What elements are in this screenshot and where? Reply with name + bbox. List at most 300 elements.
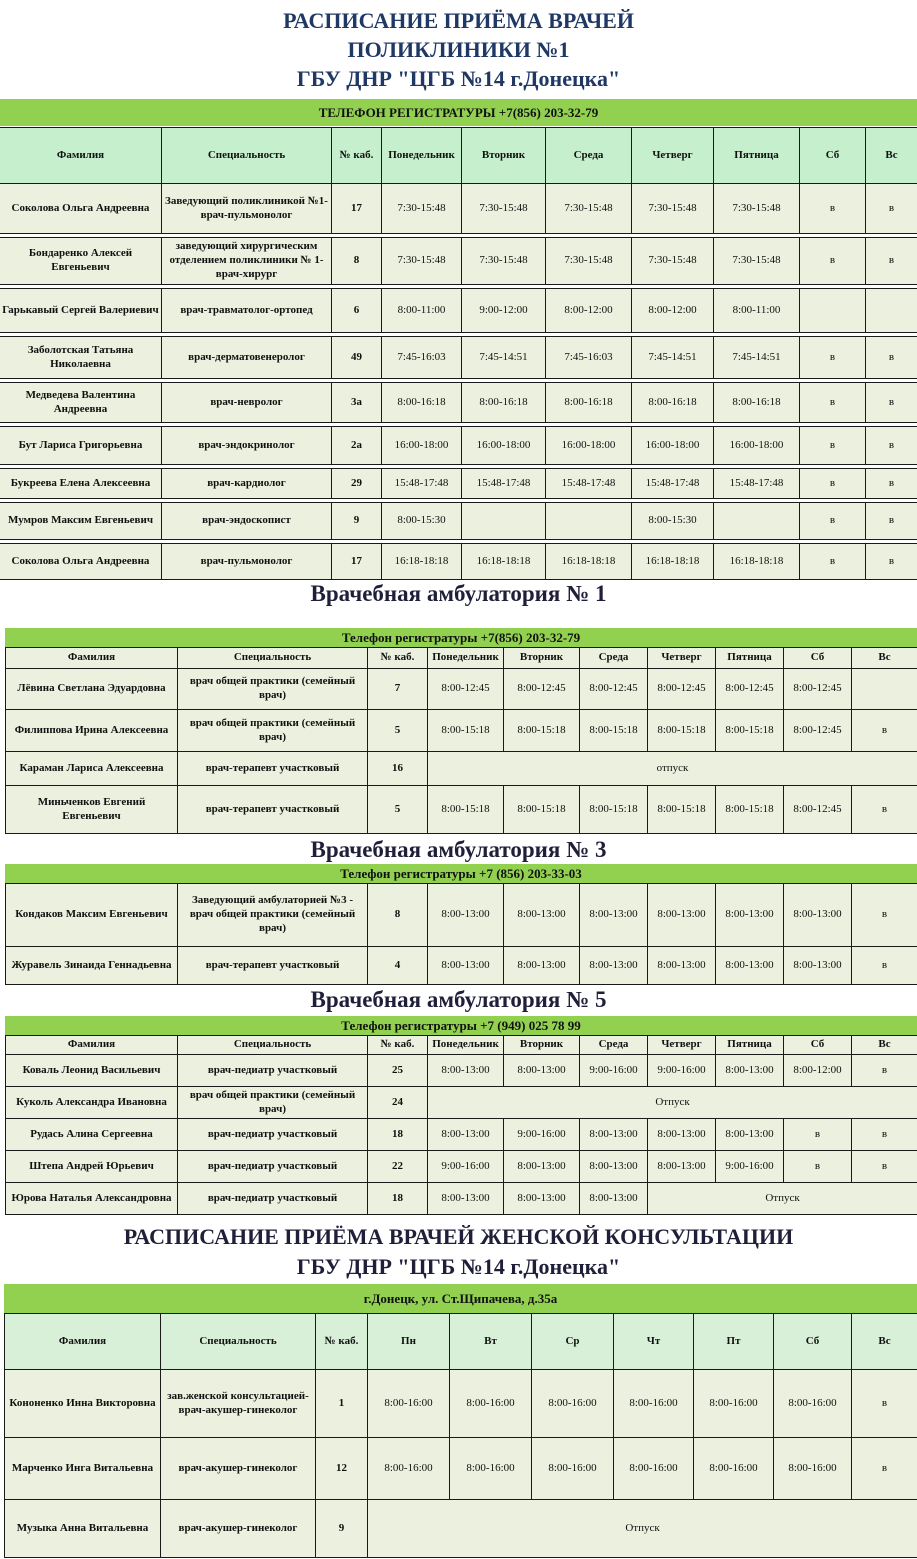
schedule-cell: 8:00-12:45 [580,669,648,710]
room-number: 18 [368,1183,428,1215]
doctor-name: Журавель Зинаида Геннадьевна [6,947,178,985]
schedule-cell: 8:00-15:18 [504,710,580,752]
table-row [0,337,917,379]
doctor-name: Юрова Наталья Александровна [6,1183,178,1215]
schedule-cell [852,669,917,710]
schedule-cell [866,289,917,333]
schedule-cell: 8:00-13:00 [428,1183,504,1215]
schedule-cell: 8:00-12:00 [546,289,632,333]
col-day: Вс [852,648,917,669]
col-name: Фамилия [0,128,162,184]
schedule-cell: 7:30-15:48 [546,184,632,234]
womens-schedule-table [4,1313,917,1558]
specialty: Заведующий поликлиникой №1-врач-пульмонолог [162,184,332,234]
schedule-cell: в [852,1438,917,1500]
room-number: 8 [332,238,382,285]
table-row [6,1087,917,1119]
room-number: 17 [332,184,382,234]
room-number: 29 [332,469,382,499]
schedule-cell: в [852,786,917,834]
col-day: Ср [532,1314,614,1370]
schedule-cell: 8:00-13:00 [580,1151,648,1183]
schedule-cell: в [866,383,917,423]
table-header-row [6,648,917,669]
schedule-cell: в [866,427,917,465]
schedule-cell: 15:48-17:48 [632,469,714,499]
schedule-cell: в [800,503,866,540]
schedule-cell: 7:30-15:48 [382,238,462,285]
schedule-cell: 15:48-17:48 [546,469,632,499]
schedule-cell: 8:00-13:00 [716,884,784,947]
col-day: Вс [866,128,917,184]
specialty: врач-терапевт участковый [178,786,368,834]
table-row [5,1370,917,1438]
schedule-cell: 9:00-16:00 [716,1151,784,1183]
schedule-cell: в [852,1119,917,1151]
col-day: Вторник [504,1036,580,1055]
schedule-cell: 7:30-15:48 [632,184,714,234]
amb3-phone-banner: Телефон регистратуры +7 (856) 203-33-03 [5,864,917,883]
schedule-cell: 8:00-13:00 [580,884,648,947]
col-day: Пятница [714,128,800,184]
schedule-cell: 8:00-15:18 [716,710,784,752]
col-day: Вт [450,1314,532,1370]
col-day: Среда [546,128,632,184]
schedule-cell: 16:00-18:00 [462,427,546,465]
schedule-cell: 15:48-17:48 [382,469,462,499]
col-room: № каб. [332,128,382,184]
schedule-cell: 8:00-16:00 [450,1370,532,1438]
col-day: Сб [784,648,852,669]
schedule-cell: 8:00-13:00 [428,1119,504,1151]
title-line: ГБУ ДНР "ЦГБ №14 г.Донецка" [296,66,621,91]
womens-rows [5,1370,917,1558]
room-number: 9 [316,1500,368,1558]
schedule-cell: 7:45-16:03 [382,337,462,379]
schedule-cell: 8:00-15:18 [648,786,716,834]
room-number: 22 [368,1151,428,1183]
schedule-cell: 8:00-13:00 [716,1055,784,1087]
schedule-cell: в [800,427,866,465]
schedule-cell: 7:45-14:51 [632,337,714,379]
schedule-cell: 15:48-17:48 [462,469,546,499]
schedule-cell [714,503,800,540]
specialty: врач общей практики (семейный врач) [178,710,368,752]
schedule-cell: 8:00-13:00 [504,1151,580,1183]
col-day: Пятница [716,648,784,669]
schedule-cell: 8:00-15:18 [580,786,648,834]
table-row [6,752,917,786]
col-day: Понедельник [428,648,504,669]
col-day: Четверг [648,648,716,669]
col-day: Вторник [504,648,580,669]
specialty: врач общей практики (семейный врач) [178,669,368,710]
amb3-schedule-table [5,883,917,985]
schedule-cell: 8:00-16:18 [714,383,800,423]
doctor-name: Филиппова Ирина Алексеевна [6,710,178,752]
schedule-cell: 7:30-15:48 [462,184,546,234]
schedule-cell: в [784,1151,852,1183]
room-number: 8 [368,884,428,947]
room-number: 3а [332,383,382,423]
schedule-cell: 8:00-15:18 [580,710,648,752]
schedule-cell: 8:00-13:00 [428,884,504,947]
schedule-cell: 9:00-16:00 [580,1055,648,1087]
amb3-title: Врачебная амбулатория № 3 [310,837,607,862]
table-header-row [6,1036,917,1055]
schedule-cell: 8:00-16:18 [382,383,462,423]
col-day: Пт [694,1314,774,1370]
col-day: Вторник [462,128,546,184]
schedule-cell: 8:00-13:00 [428,1055,504,1087]
table-row [0,184,917,234]
schedule-cell: 16:00-18:00 [382,427,462,465]
doctor-name: Кононенко Инна Викторовна [5,1370,161,1438]
title-line: РАСПИСАНИЕ ПРИЁМА ВРАЧЕЙ ЖЕНСКОЙ КОНСУЛЬТАЦИИ [123,1224,794,1249]
schedule-cell: 8:00-13:00 [648,1151,716,1183]
specialty: врач общей практики (семейный врач) [178,1087,368,1119]
schedule-cell: в [852,947,917,985]
col-day: Вс [852,1314,917,1370]
room-number: 2а [332,427,382,465]
col-day: Четверг [632,128,714,184]
schedule-cell: 9:00-16:00 [504,1119,580,1151]
doctor-name: Музыка Анна Витальевна [5,1500,161,1558]
title-line: ПОЛИКЛИНИКИ №1 [347,37,570,62]
room-number: 1 [316,1370,368,1438]
schedule-cell: 16:18-18:18 [546,544,632,580]
schedule-cell: в [866,337,917,379]
schedule-cell: 8:00-13:00 [580,1119,648,1151]
specialty: врач-педиатр участковый [178,1119,368,1151]
col-day: Понедельник [428,1036,504,1055]
table-row [0,427,917,465]
doctor-name: Заболотская Татьяна Николаевна [0,337,162,379]
table-row [0,503,917,540]
schedule-cell: в [866,503,917,540]
table-header-row [5,1314,917,1370]
col-day: Сб [774,1314,852,1370]
room-number: 9 [332,503,382,540]
col-room: № каб. [368,648,428,669]
table-row [6,1151,917,1183]
specialty: заведующий хирургическим отделением поликлиники № 1-врач-хирург [162,238,332,285]
schedule-cell [462,503,546,540]
doctor-name: Бут Лариса Григорьевна [0,427,162,465]
schedule-cell: 8:00-15:30 [382,503,462,540]
col-day: Сб [784,1036,852,1055]
specialty: зав.женской консультацией-врач-акушер-гинеколог [161,1370,316,1438]
schedule-cell: 9:00-16:00 [648,1055,716,1087]
table-row [0,544,917,580]
room-number: 49 [332,337,382,379]
specialty: врач-педиатр участковый [178,1183,368,1215]
schedule-cell: 16:18-18:18 [382,544,462,580]
schedule-cell: 16:18-18:18 [714,544,800,580]
schedule-cell: 8:00-13:00 [504,884,580,947]
doctor-name: Соколова Ольга Андреевна [0,184,162,234]
schedule-cell: 8:00-16:00 [774,1370,852,1438]
schedule-cell: 8:00-15:18 [504,786,580,834]
schedule-cell: 8:00-12:45 [784,786,852,834]
amb5-phone-banner: Телефон регистратуры +7 (949) 025 78 99 [5,1016,917,1035]
schedule-cell: 16:00-18:00 [714,427,800,465]
schedule-cell: 8:00-16:00 [450,1438,532,1500]
specialty: врач-педиатр участковый [178,1055,368,1087]
table-row [0,289,917,333]
table-row [6,669,917,710]
doctor-name: Коваль Леонид Васильевич [6,1055,178,1087]
schedule-cell: 8:00-12:45 [648,669,716,710]
schedule-cell: 7:30-15:48 [632,238,714,285]
col-name: Фамилия [6,1036,178,1055]
schedule-cell: 8:00-12:45 [504,669,580,710]
doctor-name: Мумров Максим Евгеньевич [0,503,162,540]
schedule-cell: 7:45-16:03 [546,337,632,379]
schedule-cell: 9:00-16:00 [428,1151,504,1183]
schedule-cell: в [800,544,866,580]
doctor-name: Рудась Алина Сергеевна [6,1119,178,1151]
schedule-cell: в [852,710,917,752]
schedule-cell: 16:18-18:18 [462,544,546,580]
schedule-cell: 8:00-16:00 [694,1370,774,1438]
schedule-cell: 8:00-13:00 [716,1119,784,1151]
schedule-cell: 8:00-13:00 [784,947,852,985]
schedule-cell: в [800,469,866,499]
specialty: врач-терапевт участковый [178,947,368,985]
schedule-cell: 8:00-11:00 [714,289,800,333]
schedule-cell: 9:00-12:00 [462,289,546,333]
schedule-cell: 8:00-15:18 [428,710,504,752]
schedule-cell: 7:45-14:51 [462,337,546,379]
table-row [6,786,917,834]
schedule-cell: 8:00-16:00 [368,1370,450,1438]
doctor-name: Миньченков Евгений Евгеньевич [6,786,178,834]
col-day: Сб [800,128,866,184]
schedule-cell: 8:00-16:18 [632,383,714,423]
vacation-note: Отпуск [648,1183,917,1215]
amb1-title: Врачебная амбулатория № 1 [310,581,607,606]
doctor-name: Гарькавый Сергей Валериевич [0,289,162,333]
amb1-schedule-table [5,647,917,834]
specialty: Заведующий амбулаторией №3 - врач общей практики (семейный врач) [178,884,368,947]
schedule-cell: 8:00-15:18 [428,786,504,834]
amb1-phone-banner: Телефон регистратуры +7(856) 203-32-79 [5,628,917,647]
doctor-name: Соколова Ольга Андреевна [0,544,162,580]
schedule-cell: 8:00-13:00 [648,947,716,985]
col-specialty: Специальность [161,1314,316,1370]
schedule-cell: 8:00-12:45 [716,669,784,710]
col-day: Среда [580,648,648,669]
womens-title [0,1222,917,1282]
table-row [5,1438,917,1500]
title-line: ГБУ ДНР "ЦГБ №14 г.Донецка" [296,1254,621,1279]
schedule-cell: 7:30-15:48 [714,238,800,285]
schedule-cell: в [866,544,917,580]
polyclinic-schedule-table [0,127,917,580]
schedule-cell: 8:00-13:00 [580,1183,648,1215]
schedule-cell: в [784,1119,852,1151]
table-row [0,238,917,285]
col-day: Среда [580,1036,648,1055]
schedule-cell [546,503,632,540]
schedule-cell: в [800,383,866,423]
schedule-cell: в [866,469,917,499]
table-row [6,1055,917,1087]
schedule-cell: 8:00-13:00 [504,947,580,985]
col-day: Пн [368,1314,450,1370]
doctor-name: Бондаренко Алексей Евгеньевич [0,238,162,285]
table-row [6,947,917,985]
schedule-cell: 8:00-12:45 [784,710,852,752]
specialty: врач-дерматовенеролог [162,337,332,379]
room-number: 16 [368,752,428,786]
schedule-cell: 8:00-15:18 [716,786,784,834]
schedule-cell: 8:00-16:18 [546,383,632,423]
schedule-cell: 8:00-13:00 [580,947,648,985]
schedule-cell: 8:00-12:45 [428,669,504,710]
vacation-note: отпуск [428,752,917,786]
schedule-cell: 16:00-18:00 [546,427,632,465]
schedule-cell: 8:00-13:00 [784,884,852,947]
schedule-cell: 8:00-11:00 [382,289,462,333]
doctor-name: Лёвина Светлана Эдуардовна [6,669,178,710]
col-day: Четверг [648,1036,716,1055]
specialty: врач-невролог [162,383,332,423]
room-number: 6 [332,289,382,333]
schedule-cell: в [800,184,866,234]
col-name: Фамилия [6,648,178,669]
doctor-name: Караман Лариса Алексеевна [6,752,178,786]
doctor-name: Медведева Валентина Андреевна [0,383,162,423]
room-number: 7 [368,669,428,710]
amb5-schedule-table [5,1035,917,1215]
schedule-cell: в [852,1370,917,1438]
specialty: врач-эндокринолог [162,427,332,465]
schedule-cell: в [866,238,917,285]
room-number: 4 [368,947,428,985]
registry-phone-banner: ТЕЛЕФОН РЕГИСТРАТУРЫ +7(856) 203-32-79 [0,99,917,126]
col-specialty: Специальность [178,1036,368,1055]
col-day: Чт [614,1314,694,1370]
schedule-cell: 8:00-16:00 [614,1370,694,1438]
schedule-cell: 8:00-15:18 [648,710,716,752]
schedule-cell: 8:00-13:00 [428,947,504,985]
table-row [5,1500,917,1558]
col-room: № каб. [316,1314,368,1370]
specialty: врач-педиатр участковый [178,1151,368,1183]
schedule-cell: 8:00-15:30 [632,503,714,540]
amb5-title: Врачебная амбулатория № 5 [310,987,607,1012]
col-specialty: Специальность [178,648,368,669]
schedule-cell: в [852,1055,917,1087]
room-number: 25 [368,1055,428,1087]
specialty: врач-акушер-гинеколог [161,1500,316,1558]
schedule-cell: 7:30-15:48 [546,238,632,285]
col-day: Понедельник [382,128,462,184]
col-specialty: Специальность [162,128,332,184]
specialty: врач-пульмонолог [162,544,332,580]
schedule-cell: 8:00-16:00 [532,1370,614,1438]
schedule-cell: 7:30-15:48 [462,238,546,285]
schedule-cell: 8:00-16:00 [532,1438,614,1500]
schedule-cell: 16:18-18:18 [632,544,714,580]
room-number: 18 [368,1119,428,1151]
col-name: Фамилия [5,1314,161,1370]
room-number: 24 [368,1087,428,1119]
schedule-cell: 8:00-13:00 [716,947,784,985]
schedule-cell: в [866,184,917,234]
schedule-cell: 8:00-16:00 [774,1438,852,1500]
table-row [6,710,917,752]
page-title [0,6,917,93]
doctor-name: Кондаков Максим Евгеньевич [6,884,178,947]
table-header-row [0,128,917,184]
table-row [0,383,917,423]
room-number: 5 [368,786,428,834]
womens-address-banner: г.Донецк, ул. Ст.Щипачева, д.35а [4,1284,917,1313]
schedule-cell: 8:00-16:00 [694,1438,774,1500]
schedule-cell: 7:30-15:48 [714,184,800,234]
schedule-cell: 8:00-12:45 [784,669,852,710]
doctor-name: Марченко Инга Витальевна [5,1438,161,1500]
table-row [6,1119,917,1151]
specialty: врач-акушер-гинеколог [161,1438,316,1500]
vacation-note: Отпуск [368,1500,917,1558]
amb1-rows [6,669,917,834]
schedule-cell: 8:00-12:00 [784,1055,852,1087]
title-line: РАСПИСАНИЕ ПРИЁМА ВРАЧЕЙ [283,8,634,33]
schedule-cell: 8:00-13:00 [504,1183,580,1215]
room-number: 12 [316,1438,368,1500]
doctor-name: Штепа Андрей Юрьевич [6,1151,178,1183]
specialty: врач-терапевт участковый [178,752,368,786]
schedule-cell: в [800,337,866,379]
schedule-cell: в [852,1151,917,1183]
table-row [0,469,917,499]
room-number: 17 [332,544,382,580]
schedule-cell: 8:00-12:00 [632,289,714,333]
schedule-cell: 8:00-16:00 [368,1438,450,1500]
schedule-cell: 7:45-14:51 [714,337,800,379]
specialty: врач-эндоскопист [162,503,332,540]
schedule-cell [800,289,866,333]
col-day: Пятница [716,1036,784,1055]
room-number: 5 [368,710,428,752]
table-row [6,1183,917,1215]
specialty: врач-травматолог-ортопед [162,289,332,333]
amb3-rows [6,884,917,985]
col-room: № каб. [368,1036,428,1055]
schedule-cell: 7:30-15:48 [382,184,462,234]
polyclinic-rows [0,184,917,580]
vacation-note: Отпуск [428,1087,917,1119]
doctor-name: Букреева Елена Алексеевна [0,469,162,499]
schedule-cell: 8:00-13:00 [648,1119,716,1151]
schedule-cell: 8:00-13:00 [648,884,716,947]
schedule-cell: 8:00-13:00 [504,1055,580,1087]
col-day: Вс [852,1036,917,1055]
amb5-rows [6,1055,917,1215]
schedule-cell: 8:00-16:18 [462,383,546,423]
table-row [6,884,917,947]
schedule-cell: в [800,238,866,285]
doctor-name: Куколь Александра Ивановна [6,1087,178,1119]
schedule-cell: в [852,884,917,947]
schedule-cell: 8:00-16:00 [614,1438,694,1500]
schedule-cell: 16:00-18:00 [632,427,714,465]
schedule-cell: 15:48-17:48 [714,469,800,499]
